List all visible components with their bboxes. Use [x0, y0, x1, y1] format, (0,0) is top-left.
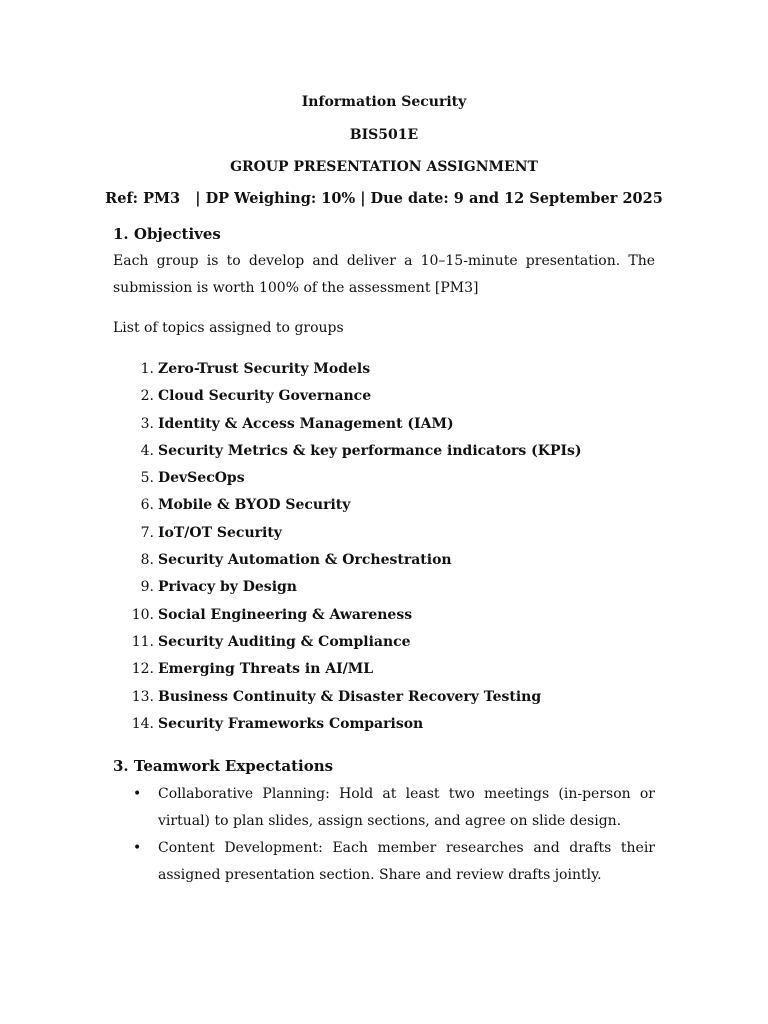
list-item-number: 10.: [131, 606, 154, 623]
list-item: [113, 576, 673, 603]
list-item: [113, 522, 673, 549]
list-item-number: 8.: [140, 552, 154, 569]
course-code: BIS501E: [349, 127, 419, 143]
list-item: [113, 686, 673, 713]
bullet-icon: •: [133, 786, 142, 802]
list-item-number: 2.: [140, 388, 154, 405]
list-item-number: 6.: [140, 497, 154, 514]
objectives-paragraph: Each group is to develop and deliver a 10–15-minute presentation. The submission is worth 100% of the assessment [PM3]: [113, 253, 655, 296]
list-item-number: 14.: [131, 715, 154, 732]
list-item-number: 7.: [140, 524, 154, 541]
list-item: [113, 385, 673, 412]
list-item: [113, 358, 673, 385]
bullet-icon: •: [133, 840, 142, 856]
list-item: [113, 835, 655, 889]
list-item-text: DevSecOps: [158, 470, 245, 487]
list-item-text: Security Metrics & key performance indicators (KPIs): [158, 442, 582, 459]
list-item-text: Security Auditing & Compliance: [158, 633, 411, 650]
list-item-text: Security Frameworks Comparison: [158, 715, 424, 732]
assignment-title: GROUP PRESENTATION ASSIGNMENT: [230, 159, 538, 175]
list-item-text: Privacy by Design: [158, 579, 297, 596]
bullet-text: Collaborative Planning: Hold at least two meetings (in-person or virtual) to plan slides, assign sections, and agree on slide design.: [158, 786, 655, 829]
list-item-text: Mobile & BYOD Security: [158, 497, 351, 514]
list-item-number: 13.: [131, 688, 154, 705]
topics-intro: List of topics assigned to groups: [113, 320, 344, 336]
list-item-text: IoT/OT Security: [158, 524, 282, 541]
list-item: [113, 658, 673, 685]
teamwork-bullet-list: [113, 781, 655, 889]
bullet-text: Content Development: Each member researches and drafts their assigned presentation section. Share and review drafts jointly.: [158, 840, 655, 883]
list-item-text: Social Engineering & Awareness: [158, 606, 413, 623]
list-item-text: Cloud Security Governance: [158, 388, 372, 405]
list-item-text: Emerging Threats in AI/ML: [158, 661, 374, 678]
list-item-number: 4.: [140, 442, 154, 459]
list-item-number: 9.: [140, 579, 154, 596]
list-item-number: 3.: [140, 415, 154, 432]
list-item-text: Business Continuity & Disaster Recovery Testing: [158, 688, 542, 705]
teamwork-heading: 3. Teamwork Expectations: [113, 757, 334, 775]
list-item: [113, 549, 673, 576]
list-item: [113, 467, 673, 494]
list-item-text: Security Automation & Orchestration: [158, 552, 452, 569]
list-item-number: 1.: [140, 361, 154, 377]
list-item: [113, 631, 673, 658]
list-item-text: Zero-Trust Security Models: [158, 361, 371, 377]
list-item-number: 5.: [140, 470, 154, 487]
list-item-text: Identity & Access Management (IAM): [158, 415, 454, 432]
list-item: [113, 713, 673, 740]
list-item-number: 12.: [131, 661, 154, 678]
ref-line: Ref: PM3 | DP Weighing: 10% | Due date: 9 and 12 September 2025: [105, 190, 663, 207]
objectives-heading: 1. Objectives: [113, 225, 221, 243]
list-item: [113, 413, 673, 440]
list-item: [113, 604, 673, 631]
topics-list: [113, 358, 673, 740]
course-title: Information Security: [301, 94, 467, 110]
list-item: [113, 440, 673, 467]
list-item: [113, 494, 673, 521]
list-item-number: 11.: [131, 633, 154, 650]
list-item: [113, 781, 655, 835]
